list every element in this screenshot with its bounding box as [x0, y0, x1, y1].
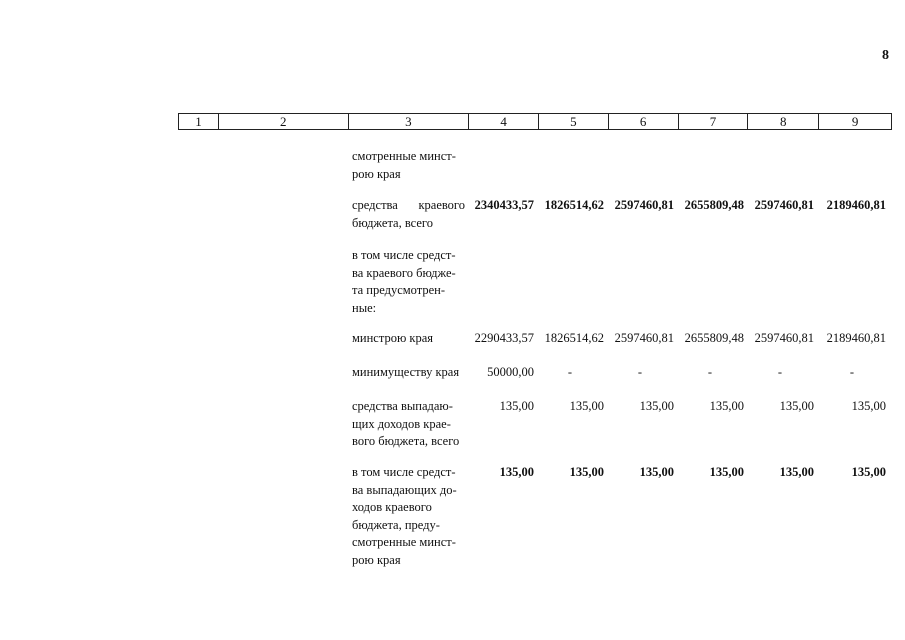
header-col-9: 9: [851, 114, 859, 129]
value-col-9: 2189460,81: [826, 331, 886, 345]
row-label: [352, 247, 465, 317]
header-col-7: 7: [679, 114, 749, 129]
row-label-text: смотренные минст-: [352, 149, 456, 163]
value-col-7: 135,00: [709, 399, 744, 413]
value-col-5: 1826514,62: [544, 331, 604, 345]
value-col-6: 2597460,81: [614, 198, 674, 212]
header-col-2: 2: [219, 114, 349, 129]
value-col-8: 135,00: [779, 399, 814, 413]
row-label-text: средства краевого бюджета, всего: [352, 198, 465, 230]
value-col-7: 2655809,48: [684, 198, 744, 212]
value-col-8: 2597460,81: [754, 198, 814, 212]
row-label-text: в том числе средст-: [352, 248, 456, 262]
row-label-text: рою края: [352, 552, 401, 567]
header-col-5: 5: [539, 114, 609, 129]
row-label-text: ва краевого бюдже-: [352, 265, 456, 280]
value-col-6: 135,00: [639, 465, 674, 479]
value-col-6: -: [637, 365, 643, 379]
row-label-text: ные:: [352, 300, 377, 315]
value-col-9: -: [849, 365, 855, 379]
row-label-text: смотренные минст-: [352, 535, 456, 549]
row-label-text: минимуществу края: [352, 365, 460, 379]
value-col-7: -: [707, 365, 713, 379]
row-label-text: щих доходов крае-: [352, 416, 451, 431]
row-label-text: рою края: [352, 166, 401, 181]
value-col-5: -: [567, 365, 573, 379]
value-col-6: 2597460,81: [614, 331, 674, 345]
value-col-5: 135,00: [569, 399, 604, 413]
row-label: [352, 148, 465, 183]
value-col-9: 135,00: [851, 399, 886, 413]
value-col-8: 135,00: [779, 465, 814, 479]
row-label: [352, 330, 465, 348]
header-col-1: 1: [179, 114, 219, 129]
value-col-8: 2597460,81: [754, 331, 814, 345]
header-col-8: 8: [748, 114, 819, 129]
value-col-5: 135,00: [569, 465, 604, 479]
value-col-5: 1826514,62: [544, 198, 604, 212]
row-label-text: в том числе средст-: [352, 465, 456, 479]
value-col-9: 2189460,81: [826, 198, 886, 212]
row-label-text: ва выпадающих до-: [352, 482, 457, 497]
header-col-3: 3: [349, 114, 470, 129]
row-label-text: бюджета, преду-: [352, 517, 440, 532]
row-label-text: минстрою края: [352, 331, 434, 345]
value-col-4: 2340433,57: [474, 198, 534, 212]
page-number: 8: [882, 48, 889, 63]
table-header-row: [178, 113, 892, 130]
value-col-7: 2655809,48: [684, 331, 744, 345]
value-col-7: 135,00: [709, 465, 744, 479]
value-col-9: 135,00: [851, 465, 886, 479]
row-label: [352, 464, 465, 569]
value-col-4: 50000,00: [487, 365, 534, 379]
row-label-text: ходов краевого: [352, 500, 432, 514]
value-col-4: 135,00: [499, 399, 534, 413]
row-label-text: та предусмотрен-: [352, 283, 446, 297]
header-col-4: 4: [469, 114, 539, 129]
row-label: [352, 197, 465, 232]
row-label-text: вого бюджета, всего: [352, 434, 460, 448]
row-label: [352, 364, 465, 382]
header-col-6: 6: [609, 114, 679, 129]
value-col-8: -: [777, 365, 783, 379]
value-col-6: 135,00: [639, 399, 674, 413]
row-label-text: средства выпадаю-: [352, 399, 453, 413]
value-col-4: 2290433,57: [474, 331, 534, 345]
value-col-4: 135,00: [499, 465, 534, 479]
row-label: [352, 398, 465, 451]
